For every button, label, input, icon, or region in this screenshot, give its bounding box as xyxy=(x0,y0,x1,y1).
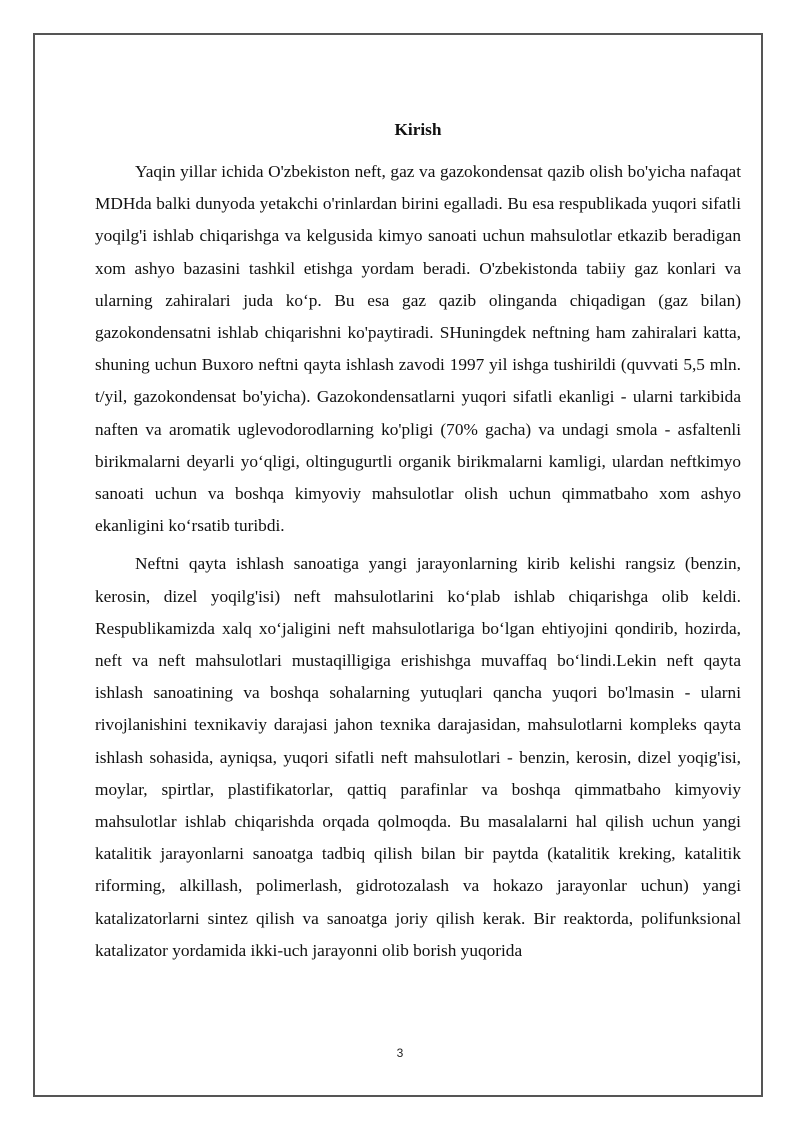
document-title: Kirish xyxy=(394,120,442,139)
page-number: 3 xyxy=(396,1046,404,1060)
paragraph-2: Neftni qayta ishlash sanoatiga yangi jarayonlarning kirib kelishi rangsiz (benzin, kerosin, dizel yoqilg'isi) neft mahsulotlarini ko‘plab ishlab chiqarishga olib keldi. Respublikamizda xalq xo‘jaligini neft mahsulotlariga bo‘lgan ehtiyojini qondirib, hozirda, neft va neft mahsulotlari mustaqilligiga erishishga muvaffaq bo‘lindi.Lekin neft qayta ishlash sanoatining va boshqa sohalarning yutuqlari qancha yuqori bo'lmasin - ularni rivojlanishini texnikaviy darajasi jahon texnika darajasidan, mahsulotlarni kompleks qayta ishlash sohasida, ayniqsa, yuqori sifatli neft mahsulotlari - benzin, kerosin, dizel yoqig'isi, moylar, spirtlar, plastifikatorlar, qattiq parafinlar va boshqa qimmatbaho kimyoviy mahsulotlar ishlab chiqarishda orqada qolmoqda. Bu masalalarni hal qilish uchun yangi katalitik jarayonlarni sanoatga tadbiq qilish bilan bir paytda (katalitik kreking, katalitik riforming, alkillash, polimerlash, gidrotozalash va hokazo jarayonlar uchun) yangi katalizatorlarni sintez qilish va sanoatga joriy qilish kerak. Bir reaktorda, polifunksional katalizator yordamida ikki-uch jarayonni olib borish yuqorida xyxy=(95,554,741,960)
paragraph-1: Yaqin yillar ichida O'zbekiston neft, gaz va gazokondensat qazib olish bo'yicha nafaqat MDHda balki dunyoda yetakchi o'rinlardan birini egalladi. Bu esa respublikada yuqori sifatli yoqilg'i ishlab chiqarishga va kelgusida kimyo sanoati uchun mahsulotlar etkazib beradigan xom ashyo bazasini tashkil etishga yordam beradi. O'zbekistonda tabiiy gaz konlari va ularning zahiralari juda ko‘p. Bu esa gaz qazib olinganda chiqadigan (gaz bilan) gazokondensatni ishlab chiqarishni ko'paytiradi. SHuningdek neftning ham zahiralari katta, shuning uchun Buxoro neftni qayta ishlash zavodi 1997 yil ishga tushirildi (quvvati 5,5 mln. t/yil, gazokondensat bo'yicha). Gazokondensatlarni yuqori sifatli ekanligi - ularni tarkibida naften va aromatik uglevodorodlarning ko'pligi (70% gacha) va undagi smola - asfaltenli birikmalarni deyarli yo‘qligi, oltingugurtli organik birikmalarni kamligi, ulardan neftkimyo sanoati uchun va boshqa kimyoviy mahsulotlar olish uchun qimmatbaho xom ashyo ekanligini ko‘rsatib turibdi. xyxy=(95,162,741,536)
document-body xyxy=(95,116,741,967)
